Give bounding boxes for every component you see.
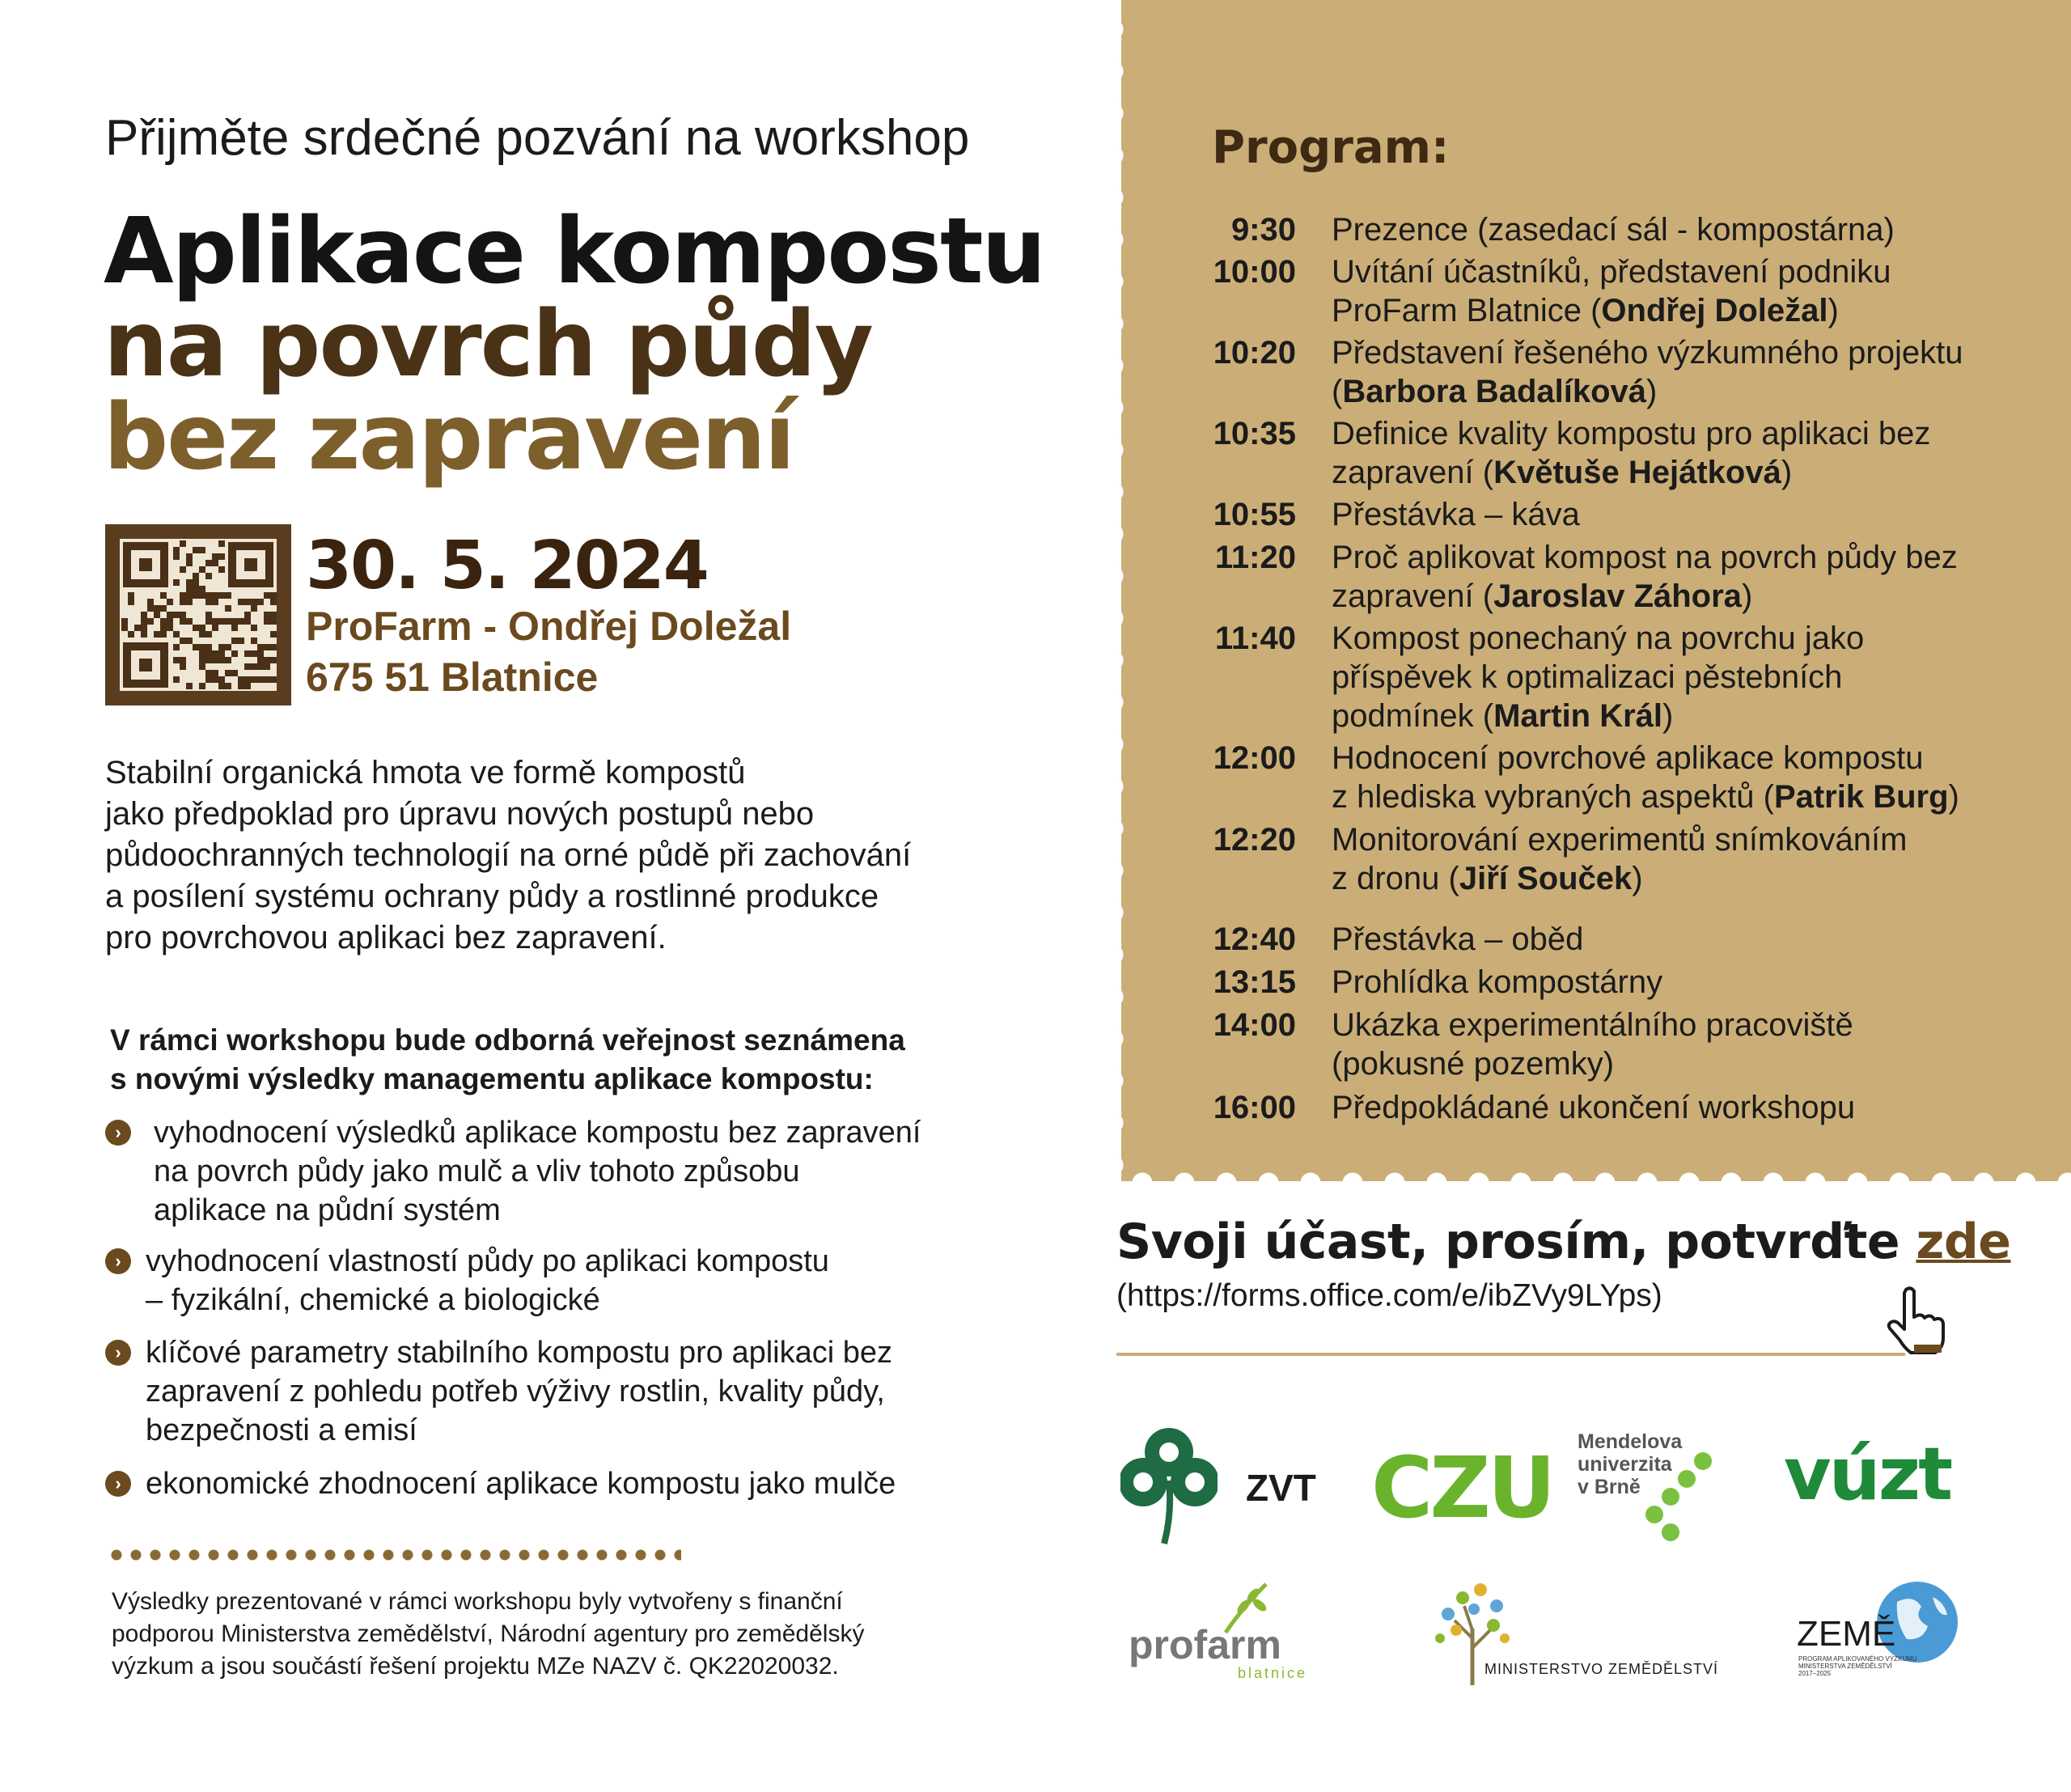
qr-module — [212, 618, 218, 625]
program-description — [1332, 1006, 1853, 1083]
program-description — [1332, 414, 1930, 492]
qr-module — [212, 670, 218, 676]
qr-module — [251, 605, 257, 612]
intro-line: Stabilní organická hmota ve formě kompostů — [105, 755, 746, 790]
dotted-divider — [107, 1549, 681, 1561]
footnote-line: podporou Ministerstva zemědělství, Národní agentury pro zemědělský — [112, 1620, 865, 1647]
qr-module — [154, 612, 160, 618]
event-address: 675 51 Blatnice — [306, 655, 599, 700]
qr-module — [128, 631, 134, 638]
bullet-line: bezpečnosti a emisí — [146, 1413, 417, 1447]
intro-line: a posílení systému ochrany půdy a rostlinné produkce — [105, 879, 879, 914]
vuzt-logo — [1784, 1432, 1950, 1517]
mendelu-logo — [1578, 1430, 1715, 1544]
event-date: 30. 5. 2024 — [306, 527, 708, 604]
qr-module — [154, 605, 160, 612]
speaker-name: Martin Král — [1493, 698, 1663, 734]
program-time: 9:30 — [1230, 212, 1296, 248]
program-line: zapravení (Květuše Hejátková) — [1332, 455, 1793, 490]
qr-module — [147, 605, 154, 612]
qr-module — [180, 618, 186, 625]
profarm-logo-text: profarm — [1129, 1622, 1281, 1667]
mendelu-text: v Brně — [1578, 1476, 1641, 1498]
qr-module — [205, 676, 212, 683]
qr-module — [173, 631, 180, 638]
qr-module — [264, 618, 270, 625]
program-line: zapravení (Jaroslav Záhora) — [1332, 578, 1753, 614]
bullet-line: – fyzikální, chemické a biologické — [146, 1283, 600, 1317]
program-time: 13:15 — [1213, 964, 1296, 1000]
program-time: 10:35 — [1213, 416, 1296, 451]
qr-module — [186, 579, 193, 586]
zeme-logo-subtext: 2017–2025 — [1798, 1670, 1832, 1677]
qr-module — [257, 657, 264, 663]
qr-module — [212, 650, 218, 657]
qr-module — [154, 631, 160, 638]
qr-module — [212, 599, 218, 605]
qr-module — [251, 650, 257, 657]
qr-module — [160, 625, 167, 631]
czu-logo — [1371, 1438, 1552, 1537]
program-description — [1332, 333, 1963, 411]
qr-module — [199, 547, 205, 553]
zvt-logo-text: ZVT — [1246, 1467, 1316, 1509]
program-line: Uvítání účastníků, představení podniku — [1332, 254, 1891, 290]
qr-module — [193, 586, 199, 592]
zvt-logo — [1120, 1424, 1315, 1545]
qr-module — [244, 683, 251, 689]
qr-module — [257, 663, 264, 670]
qr-module — [218, 657, 225, 663]
footnote-line: výzkum a jsou součástí řešení projektu MZe NAZV č. QK22020032. — [112, 1653, 839, 1680]
qr-module — [173, 547, 180, 553]
rsvp-text: Svoji účast, prosím, potvrďte — [1116, 1214, 1916, 1270]
program-time: 11:20 — [1214, 540, 1296, 575]
chevron-right-icon: › — [105, 1120, 131, 1146]
qr-module — [270, 657, 277, 663]
qr-module — [244, 612, 251, 618]
qr-module — [270, 599, 277, 605]
bullet-line: na povrch půdy jako mulč a vliv tohoto způsobu — [154, 1154, 800, 1188]
event-venue: ProFarm - Ondřej Doležal — [306, 604, 792, 649]
czu-logo-text: CZU — [1371, 1438, 1553, 1537]
qr-module — [270, 592, 277, 599]
qr-code[interactable] — [105, 524, 291, 705]
program-description — [1332, 538, 1958, 616]
vuzt-logo-text: vúzt — [1784, 1432, 1951, 1517]
rsvp-divider — [1116, 1353, 1905, 1356]
qr-module — [205, 612, 212, 618]
program-line: příspěvek k optimalizaci pěstebních — [1332, 659, 1843, 695]
speaker-name: Květuše Hejátková — [1493, 455, 1781, 490]
qr-module — [251, 599, 257, 605]
qr-module — [218, 683, 225, 689]
qr-module — [160, 618, 167, 625]
intro-line: pro povrchovou aplikaci bez zapravení. — [105, 920, 667, 955]
panel-perforated-edge — [1121, 1165, 2071, 1183]
qr-module — [199, 644, 205, 650]
qr-module — [199, 625, 205, 631]
mendelu-dots-icon — [1622, 1448, 1719, 1545]
chevron-right-icon: › — [105, 1471, 131, 1497]
qr-module — [167, 599, 173, 605]
qr-module — [205, 560, 212, 566]
qr-module — [193, 644, 199, 650]
program-time: 10:00 — [1213, 254, 1296, 290]
program-line: Předpokládané ukončení workshopu — [1332, 1090, 1856, 1125]
qr-module — [186, 638, 193, 644]
program-description — [1332, 619, 1864, 735]
qr-module — [231, 638, 238, 644]
qr-module — [225, 657, 231, 663]
zeme-logo-subtext: MINISTERSTVA ZEMĚDĚLSTVÍ — [1798, 1663, 1892, 1670]
qr-module — [225, 683, 231, 689]
qr-module — [199, 657, 205, 663]
qr-module — [180, 638, 186, 644]
program-time: 10:55 — [1213, 497, 1296, 532]
qr-module — [193, 592, 199, 599]
qr-module — [270, 612, 277, 618]
zeme-logo-text: ZEMĚ — [1797, 1614, 1896, 1654]
qr-module — [264, 676, 270, 683]
panel-perforated-edge — [1113, 0, 1131, 1181]
qr-module — [231, 650, 238, 657]
title-line-1: Aplikace kompostu — [104, 199, 1045, 304]
qr-module — [231, 670, 238, 676]
rsvp-link[interactable]: zde — [1916, 1214, 2011, 1270]
qr-module — [134, 625, 141, 631]
qr-module — [264, 644, 270, 650]
workshop-lead — [110, 1021, 905, 1099]
program-description — [1332, 495, 1580, 534]
speaker-name: Patrik Burg — [1773, 779, 1949, 815]
qr-module — [244, 663, 251, 670]
bullet-line: ekonomické zhodnocení aplikace kompostu jako mulče — [146, 1467, 896, 1501]
speaker-name: Jaroslav Záhora — [1493, 578, 1742, 614]
title-line-2: na povrch půdy — [104, 292, 872, 397]
qr-module — [212, 560, 218, 566]
qr-module — [212, 657, 218, 663]
program-time: 10:20 — [1213, 335, 1296, 371]
qr-module — [121, 618, 128, 625]
pointing-hand-icon — [1883, 1285, 1951, 1358]
program-description — [1332, 963, 1662, 1002]
qr-module — [173, 579, 180, 586]
qr-module — [173, 676, 180, 683]
qr-module — [225, 592, 231, 599]
program-time: 12:40 — [1213, 921, 1296, 957]
speaker-name: Ondřej Doležal — [1601, 293, 1828, 328]
program-line: Ukázka experimentálního pracoviště — [1332, 1007, 1853, 1043]
qr-module — [212, 625, 218, 631]
qr-module — [160, 605, 167, 612]
profarm-logo-subtext: blatnice — [1238, 1665, 1308, 1681]
qr-module — [205, 618, 212, 625]
qr-module — [180, 540, 186, 547]
title-line-3: bez zapravení — [104, 385, 794, 490]
qr-module — [141, 618, 147, 625]
qr-module — [244, 618, 251, 625]
program-line: podmínek (Martin Král) — [1332, 698, 1674, 734]
lead-line: V rámci workshopu bude odborná veřejnost seznámena — [110, 1023, 905, 1057]
chevron-right-icon: › — [105, 1340, 131, 1366]
qr-module — [264, 592, 270, 599]
zeme-logo-subtext: PROGRAM APLIKOVANÉHO VÝZKUMU — [1798, 1655, 1917, 1663]
qr-module — [238, 638, 244, 644]
mze-logo-text: MINISTERSTVO ZEMĚDĚLSTVÍ — [1484, 1661, 1719, 1677]
qr-module — [218, 644, 225, 650]
qr-module — [238, 676, 244, 683]
qr-module — [264, 657, 270, 663]
qr-module — [244, 599, 251, 605]
program-line: Přestávka – káva — [1332, 497, 1580, 532]
qr-module — [270, 644, 277, 650]
program-line: (pokusné pozemky) — [1332, 1046, 1615, 1082]
qr-module — [199, 586, 205, 592]
qr-module — [147, 618, 154, 625]
qr-module — [225, 605, 231, 612]
qr-module — [205, 631, 212, 638]
qr-module — [231, 625, 238, 631]
qr-module — [186, 683, 193, 689]
program-line: Monitorování experimentů snímkováním — [1332, 822, 1908, 858]
qr-module — [173, 644, 180, 650]
rsvp-url[interactable]: (https://forms.office.com/e/ibZVy9LYps) — [1116, 1278, 1662, 1313]
program-description — [1332, 920, 1583, 959]
qr-module — [270, 676, 277, 683]
qr-module — [264, 612, 270, 618]
program-line: Prezence (zasedací sál - kompostárna) — [1332, 212, 1895, 248]
qr-module — [205, 670, 212, 676]
qr-module — [205, 599, 212, 605]
program-time: 12:00 — [1213, 740, 1296, 776]
qr-module — [193, 579, 199, 586]
program-line: Proč aplikovat kompost na povrch půdy bez — [1332, 540, 1958, 575]
qr-module — [121, 625, 128, 631]
qr-module — [257, 676, 264, 683]
qr-module — [186, 592, 193, 599]
qr-module — [225, 670, 231, 676]
program-line: Kompost ponechaný na povrchu jako — [1332, 621, 1865, 656]
program-line: ProFarm Blatnice (Ondřej Doležal) — [1332, 293, 1839, 328]
intro-line: půdoochranných technologií na orné půdě při zachování — [105, 837, 912, 873]
speaker-name: Jiří Souček — [1459, 861, 1633, 896]
program-line: z hlediska vybraných aspektů (Patrik Burg) — [1332, 779, 1959, 815]
qr-module — [199, 631, 205, 638]
bullet-line: zapravení z pohledu potřeb výživy rostlin, kvality půdy, — [146, 1375, 885, 1409]
qr-module — [147, 599, 154, 605]
qr-module — [225, 618, 231, 625]
qr-module — [212, 676, 218, 683]
program-line: Hodnocení povrchové aplikace kompostu — [1332, 740, 1924, 776]
qr-module — [270, 631, 277, 638]
qr-module — [186, 599, 193, 605]
qr-module — [128, 599, 134, 605]
qr-module — [251, 638, 257, 644]
footnote-line: Výsledky prezentované v rámci workshopu byly vytvořeny s finanční — [112, 1588, 843, 1615]
qr-module — [199, 566, 205, 573]
funding-footnote — [112, 1586, 864, 1683]
qr-module — [141, 625, 147, 631]
qr-module — [180, 599, 186, 605]
program-description — [1332, 252, 1891, 330]
qr-module — [257, 599, 264, 605]
qr-module — [205, 592, 212, 599]
qr-module — [167, 618, 173, 625]
program-time: 16:00 — [1213, 1090, 1296, 1125]
program-time: 11:40 — [1214, 621, 1296, 656]
bullet-line: klíčové parametry stabilního kompostu pro aplikaci bez — [146, 1336, 893, 1370]
qr-module — [218, 553, 225, 560]
qr-module — [244, 676, 251, 683]
intro-line: jako předpoklad pro úpravu nových postupů nebo — [105, 796, 815, 832]
mendelu-text: univerzita — [1578, 1453, 1672, 1476]
speaker-name: Barbora Badalíková — [1342, 374, 1647, 409]
qr-module — [193, 547, 199, 553]
qr-module — [264, 663, 270, 670]
qr-module — [225, 644, 231, 650]
qr-module — [205, 650, 212, 657]
qr-module — [238, 599, 244, 605]
lead-line: s novými výsledky managementu aplikace kompostu: — [110, 1062, 874, 1095]
program-line: Přestávka – oběd — [1332, 921, 1584, 957]
qr-module — [167, 625, 173, 631]
qr-module — [218, 676, 225, 683]
qr-module — [238, 683, 244, 689]
qr-module — [180, 592, 186, 599]
qr-module — [186, 553, 193, 560]
chevron-right-icon: › — [105, 1248, 131, 1274]
qr-module — [186, 586, 193, 592]
zeme-logo — [1792, 1578, 1966, 1683]
qr-module — [212, 592, 218, 599]
qr-module — [251, 663, 257, 670]
qr-module — [205, 573, 212, 579]
qr-module — [257, 644, 264, 650]
program-description — [1332, 1088, 1855, 1127]
qr-module — [199, 663, 205, 670]
qr-module — [180, 657, 186, 663]
qr-module — [199, 592, 205, 599]
qr-module — [251, 676, 257, 683]
qr-module — [128, 592, 134, 599]
qr-module — [180, 566, 186, 573]
profarm-logo — [1129, 1578, 1315, 1683]
qr-module — [160, 631, 167, 638]
program-title: Program: — [1212, 121, 1450, 174]
qr-module — [218, 540, 225, 547]
mendelu-text: Mendelova — [1578, 1430, 1683, 1453]
program-line: (Barbora Badalíková) — [1332, 374, 1658, 409]
qr-module — [205, 644, 212, 650]
qr-module — [199, 683, 205, 689]
qr-module — [218, 592, 225, 599]
invite-heading: Přijměte srdečné pozvání na workshop — [105, 110, 970, 166]
qr-module — [257, 650, 264, 657]
program-line: Představení řešeného výzkumného projektu — [1332, 335, 1963, 371]
qr-module — [218, 618, 225, 625]
qr-module — [193, 625, 199, 631]
rsvp-heading — [1116, 1214, 2011, 1270]
qr-module — [141, 631, 147, 638]
qr-module — [212, 553, 218, 560]
qr-module — [173, 612, 180, 618]
bullet-line: vyhodnocení výsledků aplikace kompostu bez zapravení — [154, 1116, 921, 1150]
program-time: 12:20 — [1213, 822, 1296, 858]
bullet-line: vyhodnocení vlastností půdy po aplikaci kompostu — [146, 1244, 829, 1278]
program-description — [1332, 739, 1959, 816]
qr-module — [180, 612, 186, 618]
qr-module — [218, 650, 225, 657]
qr-module — [186, 618, 193, 625]
qr-module — [244, 650, 251, 657]
qr-module — [270, 618, 277, 625]
qr-module — [251, 625, 257, 631]
qr-module — [141, 612, 147, 618]
bullet-line: aplikace na půdní systém — [154, 1193, 501, 1227]
qr-module — [167, 612, 173, 618]
qr-module — [231, 618, 238, 625]
qr-module — [173, 657, 180, 663]
qr-module — [193, 573, 199, 579]
program-description — [1332, 820, 1907, 898]
program-line: Prohlídka kompostárny — [1332, 964, 1663, 1000]
qr-module — [186, 560, 193, 566]
qr-module — [218, 566, 225, 573]
clover-icon — [1120, 1424, 1218, 1545]
program-description — [1332, 210, 1895, 249]
program-time: 14:00 — [1213, 1007, 1296, 1043]
qr-module — [180, 663, 186, 670]
program-line: Definice kvality kompostu pro aplikaci bez — [1332, 416, 1931, 451]
program-line: z dronu (Jiří Souček) — [1332, 861, 1643, 896]
qr-module — [205, 657, 212, 663]
intro-paragraph — [105, 752, 963, 959]
qr-module — [238, 618, 244, 625]
qr-module — [199, 650, 205, 657]
mze-logo — [1424, 1574, 1719, 1687]
qr-module — [160, 592, 167, 599]
qr-module — [173, 553, 180, 560]
